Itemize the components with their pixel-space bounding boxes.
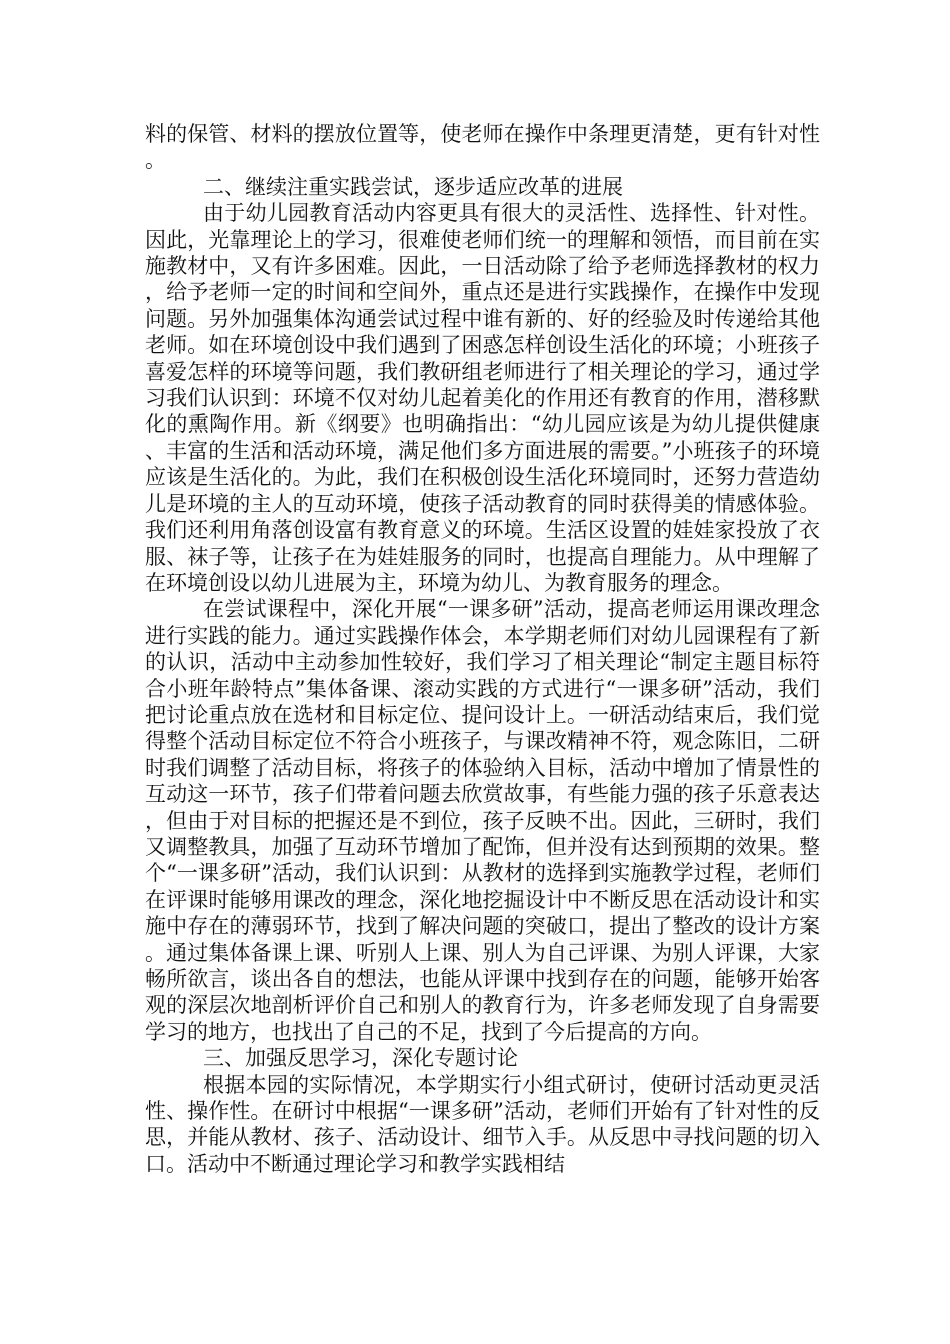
document-page — [145, 121, 820, 1177]
section-heading-2: 二、继续注重实践尝试，逐步适应改革的进展 — [203, 174, 623, 199]
paragraph-reflection: 根据本园的实际情况，本学期实行小组式研讨，使研讨活动更灵活性、操作性。在研讨中根据“一课多研”活动，老师们开始有了针对性的反思，并能从教材、孩子、活动设计、细节入手。从反思中寻找问题的切入口。活动中不断通过理论学习和教学实践相结 — [145, 1072, 820, 1176]
paragraph-environment: 由于幼儿园教育活动内容更具有很大的灵活性、选择性、针对性。因此，光靠理论上的学习，很难使老师们统一的理解和领悟，而目前在实施教材中，又有许多困难。因此，一日活动除了给予老师选择教材的权力，给予老师一定的时间和空间外，重点还是进行实践操作，在操作中发现问题。另外加强集体沟通尝试过程中谁有新的、好的经验及时传递给其他老师。如在环境创设中我们遇到了困惑怎样创设生活化的环境；小班孩子喜爱怎样的环境等问题，我们教研组老师进行了相关理论的学习，通过学习我们认识到：环境不仅对幼儿起着美化的作用还有教育的作用，潜移默化的熏陶作用。新《纲要》也明确指出：“幼儿园应该是为幼儿提供健康、丰富的生活和活动环境，满足他们多方面进展的需要。”小班孩子的环境应该是生活化的。为此，我们在积极创设生活化环境同时，还努力营造幼儿是环境的主人的互动环境，使孩子活动教育的同时获得美的情感体验。我们还利用角落创设富有教育意义的环境。生活区设置的娃娃家投放了衣服、袜子等，让孩子在为娃娃服务的同时，也提高自理能力。从中理解了在环境创设以幼儿进展为主，环境为幼儿、为教育服务的理念。 — [145, 201, 820, 595]
section-heading-3: 三、加强反思学习，深化专题讨论 — [203, 1046, 518, 1071]
paragraph-one-lesson-multi-study: 在尝试课程中，深化开展“一课多研”活动，提高老师运用课改理念进行实践的能力。通过实践操作体会，本学期老师们对幼儿园课程有了新的认识，活动中主动参加性较好，我们学习了相关理论“制定主题目标符合小班年龄特点”集体备课、滚动实践的方式进行“一课多研”活动，我们把讨论重点放在选材和目标定位、提问设计上。一研活动结束后，我们觉得整个活动目标定位不符合小班孩子，与课改精神不符，观念陈旧，二研时我们调整了活动目标，将孩子的体验纳入目标，活动中增加了情景性的互动这一环节，孩子们带着问题去欣赏故事，有些能力强的孩子乐意表达，但由于对目标的把握还是不到位，孩子反映不出。因此，三研时，我们又调整教具，加强了互动环节增加了配饰，但并没有达到预期的效果。整个“一课多研”活动，我们认识到：从教材的选择到实施教学过程，老师们在评课时能够用课改的理念，深化地挖掘设计中不断反思在活动设计和实施中存在的薄弱环节，找到了解决问题的突破口，提出了整改的设计方案。通过集体备课上课、听别人上课、别人为自己评课、为别人评课，大家畅所欲言，谈出各自的想法，也能从评课中找到存在的问题，能够开始客观的深层次地剖析评价自己和别人的教育行为，许多老师发现了自身需要学习的地方，也找出了自己的不足，找到了今后提高的方向。 — [145, 597, 820, 1044]
paragraph-continuation: 料的保管、材料的摆放位置等，使老师在操作中条理更清楚，更有针对性。 — [145, 122, 820, 173]
